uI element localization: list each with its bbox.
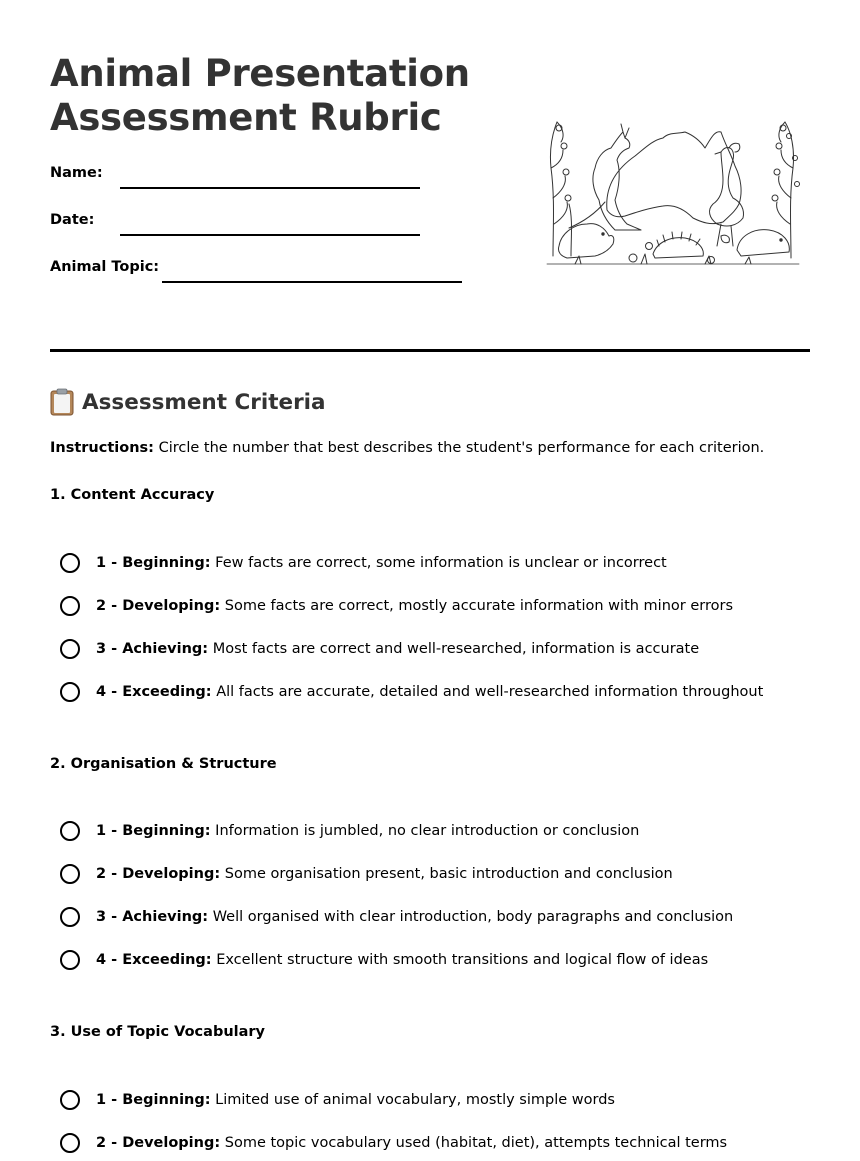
option-level: 3 - Achieving: [96,641,209,657]
option-text: Few facts are correct, some information is unclear or incorrect [215,555,667,571]
radio-circle[interactable] [60,639,80,659]
rubric-option[interactable] [60,682,763,702]
animal-topic-field[interactable] [162,281,462,283]
rubric-option[interactable] [60,553,667,573]
option-level: 4 - Exceeding: [96,952,212,968]
option-level: 1 - Beginning: [96,555,211,571]
option-level: 1 - Beginning: [96,1092,211,1108]
radio-circle[interactable] [60,1133,80,1153]
name-label: Name: [50,165,103,181]
option-text: Limited use of animal vocabulary, mostly simple words [215,1092,615,1108]
option-text: Some topic vocabulary used (habitat, diet), attempts technical terms [224,1135,728,1151]
radio-circle[interactable] [60,596,80,616]
radio-circle[interactable] [60,682,80,702]
instructions-label: Instructions: [50,440,154,456]
rubric-option[interactable] [60,864,673,884]
option-text: All facts are accurate, detailed and well-researched information throughout [216,684,764,700]
option-level: 2 - Developing: [96,1135,221,1151]
rubric-option[interactable] [60,907,733,927]
date-field[interactable] [120,234,420,236]
page-title [50,52,470,140]
section-heading [50,388,326,416]
radio-circle[interactable] [60,821,80,841]
radio-circle[interactable] [60,950,80,970]
rubric-option[interactable] [60,1133,727,1153]
rubric-option[interactable] [60,1090,615,1110]
title-line-2: Assessment Rubric [50,96,442,139]
rubric-option[interactable] [60,639,699,659]
option-level: 3 - Achieving: [96,909,209,925]
option-level: 1 - Beginning: [96,823,211,839]
rubric-option[interactable] [60,596,733,616]
section-heading-label: Assessment Criteria [82,389,326,415]
criterion-title: 1. Content Accuracy [50,487,215,503]
option-text: Some organisation present, basic introduction and conclusion [224,866,673,882]
criterion-title: 2. Organisation & Structure [50,756,277,772]
title-line-1: Animal Presentation [50,52,470,95]
name-field[interactable] [120,187,420,189]
radio-circle[interactable] [60,864,80,884]
instructions [50,440,764,456]
date-label: Date: [50,212,95,228]
animal-topic-label: Animal Topic: [50,259,160,275]
option-text: Excellent structure with smooth transitions and logical flow of ideas [216,952,709,968]
clipboard-icon [50,388,74,416]
rubric-option[interactable] [60,950,708,970]
radio-circle[interactable] [60,1090,80,1110]
radio-circle[interactable] [60,553,80,573]
option-level: 2 - Developing: [96,866,221,882]
option-level: 2 - Developing: [96,598,221,614]
option-text: Information is jumbled, no clear introduction or conclusion [215,823,640,839]
instructions-text: Circle the number that best describes the student's performance for each criterion. [158,440,765,456]
section-divider [50,349,810,352]
criterion-title: 3. Use of Topic Vocabulary [50,1024,266,1040]
option-text: Some facts are correct, mostly accurate information with minor errors [224,598,734,614]
option-text: Most facts are correct and well-researched, information is accurate [212,641,700,657]
rubric-option[interactable] [60,821,639,841]
radio-circle[interactable] [60,907,80,927]
option-level: 4 - Exceeding: [96,684,212,700]
australian-animals-illustration [545,118,801,274]
option-text: Well organised with clear introduction, body paragraphs and conclusion [212,909,734,925]
